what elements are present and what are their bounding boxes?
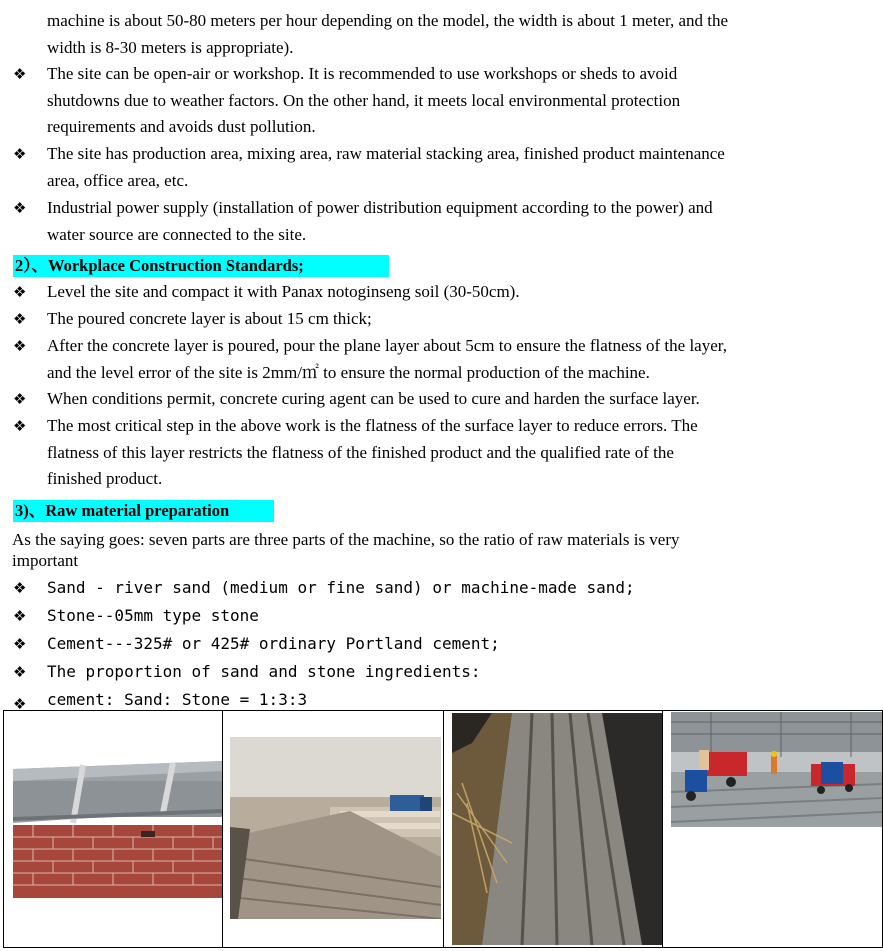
bullet-site-areas [13, 141, 883, 194]
section-heading-raw-material: 3)、Raw material preparation [13, 500, 274, 522]
bullet-text: Stone--05mm type stone [47, 606, 259, 625]
bullet-curing-agent [13, 386, 883, 413]
photo-cell-2 [223, 711, 443, 947]
bullet-plane-layer [13, 333, 883, 386]
diamond-bullet-icon: ❖ [13, 607, 27, 625]
diamond-bullet-icon: ❖ [13, 65, 27, 83]
bullet-text: Cement---325# or 425# ordinary Portland cement; [47, 634, 500, 653]
bullet-text: The proportion of sand and stone ingredients: [47, 662, 481, 681]
bullet-sand [13, 575, 883, 602]
bullet-text: cement: Sand: Stone = 1:3:3 [47, 690, 308, 709]
section-heading-workplace: 2）、Workplace Construction Standards; [13, 255, 389, 277]
text-line: width is 8-30 meters is appropriate). [47, 37, 294, 57]
bullet-cement [13, 631, 883, 658]
diamond-bullet-icon: ❖ [13, 199, 27, 217]
diamond-bullet-icon: ❖ [13, 337, 27, 355]
diamond-bullet-icon: ❖ [13, 635, 27, 653]
bullet-text: Industrial power supply (installation of power distribution equipment according to the power) and water source are connected to the site. [47, 198, 713, 244]
photo-table [3, 710, 883, 948]
photo-outdoor-yard [230, 737, 441, 919]
diamond-bullet-icon: ❖ [13, 579, 27, 597]
bullet-proportion [13, 659, 883, 686]
bullet-text: When conditions permit, concrete curing agent can be used to cure and harden the surface layer. [47, 389, 700, 408]
bullet-text: After the concrete layer is poured, pour the plane layer about 5cm to ensure the flatness of the layer, and the level error of the site is 2mm/㎡ to ensure the normal production of the machine. [47, 336, 727, 382]
bullet-stone [13, 603, 883, 630]
photo-slab-closeup [452, 713, 662, 945]
diamond-bullet-icon: ❖ [13, 417, 27, 435]
bullet-site-open-air [13, 61, 883, 141]
diamond-bullet-icon: ❖ [13, 310, 27, 328]
bullet-text: The site has production area, mixing area, raw material stacking area, finished product maintenance area, office area, etc. [47, 144, 725, 190]
text-line: machine is about 50-80 meters per hour depending on the model, the width is about 1 meter, and the [47, 11, 729, 30]
bullet-text: Sand - river sand (medium or fine sand) or machine-made sand; [47, 578, 635, 597]
bullet-level-site [13, 279, 883, 306]
bullet-text: Level the site and compact it with Panax notoginseng soil (30-50cm). [47, 282, 520, 301]
diamond-bullet-icon: ❖ [13, 695, 27, 713]
photo-workshop-carts [671, 712, 882, 827]
diamond-bullet-icon: ❖ [13, 283, 27, 301]
diamond-bullet-icon: ❖ [13, 145, 27, 163]
photo-cell-4 [663, 711, 882, 947]
bullet-text: The site can be open-air or workshop. It is recommended to use workshops or sheds to avoid shutdowns due to weather factors. On the other hand, it meets local environmental protection requirements and avoids dust pollution. [47, 64, 681, 136]
bullet-text: The most critical step in the above work is the flatness of the surface layer to reduce errors. The flatness of this layer restricts the flatness of the finished product and the qualified rate of the finished product. [47, 416, 698, 488]
bullet-concrete-thickness [13, 306, 883, 333]
diamond-bullet-icon: ❖ [13, 390, 27, 408]
intro-text [47, 8, 877, 61]
bullet-site-power [13, 195, 883, 248]
raw-material-intro: As the saying goes: seven parts are three parts of the machine, so the ratio of raw materials is very important [12, 530, 680, 570]
diamond-bullet-icon: ❖ [13, 663, 27, 681]
photo-cell-3 [444, 711, 663, 947]
photo-cell-1 [4, 711, 223, 947]
bullet-text: The poured concrete layer is about 15 cm thick; [47, 309, 372, 328]
bullet-flatness [13, 413, 883, 493]
photo-slab-on-brick-wall [13, 761, 222, 898]
